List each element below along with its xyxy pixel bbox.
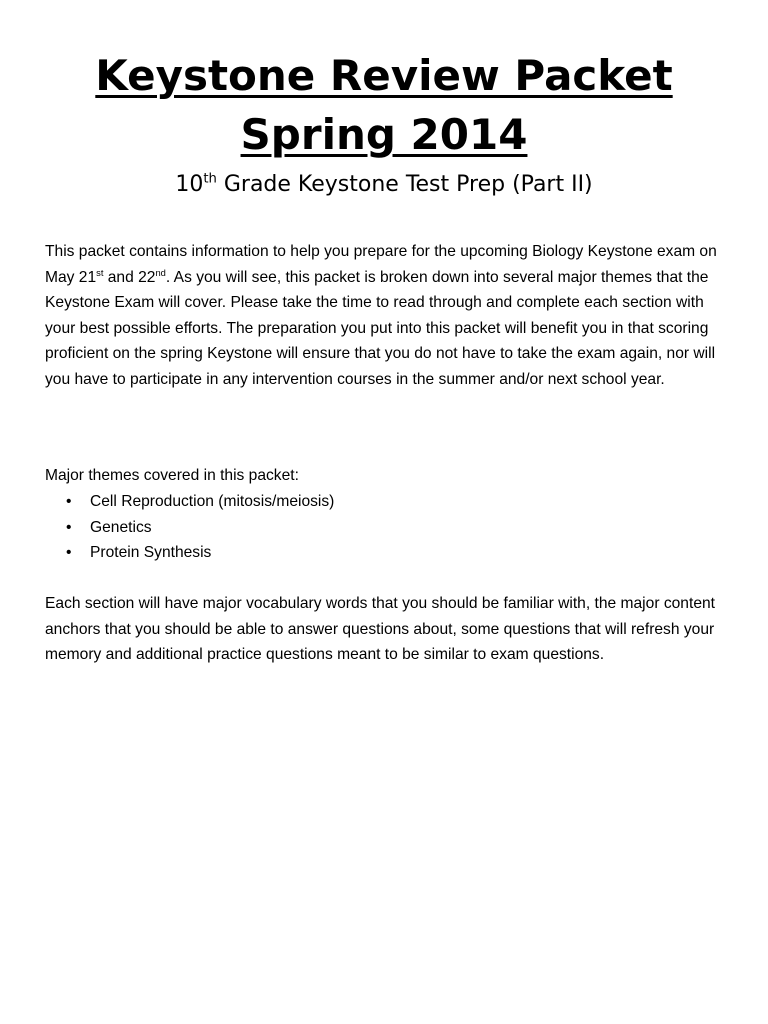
title-line-1: Keystone Review Packet [95,51,673,100]
intro-paragraph [45,239,735,392]
list-item [45,489,735,515]
intro-text-3: . As you will see, this packet is broken down into several major themes that the Keystone Exam will cover. Please take the time to read through and complete each section with your best possible efforts. The preparation you put into this packet will benefit you in that scoring proficient on the spring Keystone will ensure that you do not have to take the exam again, nor will you have to participate in any intervention courses in the summer and/or next school year. [45,268,716,388]
themes-heading: Major themes covered in this packet: [45,467,299,484]
subtitle [0,168,768,202]
list-item-text: Protein Synthesis [90,544,212,561]
bullet-icon: • [66,493,72,510]
themes-list [45,489,735,566]
intro-sup-2: nd [155,267,166,278]
list-item-text: Genetics [90,518,152,536]
bullet-icon: • [66,518,72,536]
subtitle-number: 10 [175,172,204,197]
subtitle-text: Grade Keystone Test Prep (Part II) [216,172,593,197]
intro-text-2: and 22 [103,268,156,286]
bullet-icon: • [66,544,72,561]
list-item [45,540,735,566]
subtitle-ordinal-suffix: th [203,171,217,187]
closing-paragraph: Each section will have major vocabulary words that you should be familiar with, the major content anchors that you should be able to answer questions about, some questions that will refresh your memory and additional practice questions meant to be similar to exam questions. [45,595,715,663]
list-item-text: Cell Reproduction (mitosis/meiosis) [90,493,335,510]
intro-text-1: This packet contains information to help you prepare for the upcoming Biology Keystone exam on May 21 [45,243,717,286]
title-line-2: Spring 2014 [240,110,528,159]
list-item [45,515,735,541]
page-title [0,46,768,164]
intro-sup-1: st [96,267,104,278]
